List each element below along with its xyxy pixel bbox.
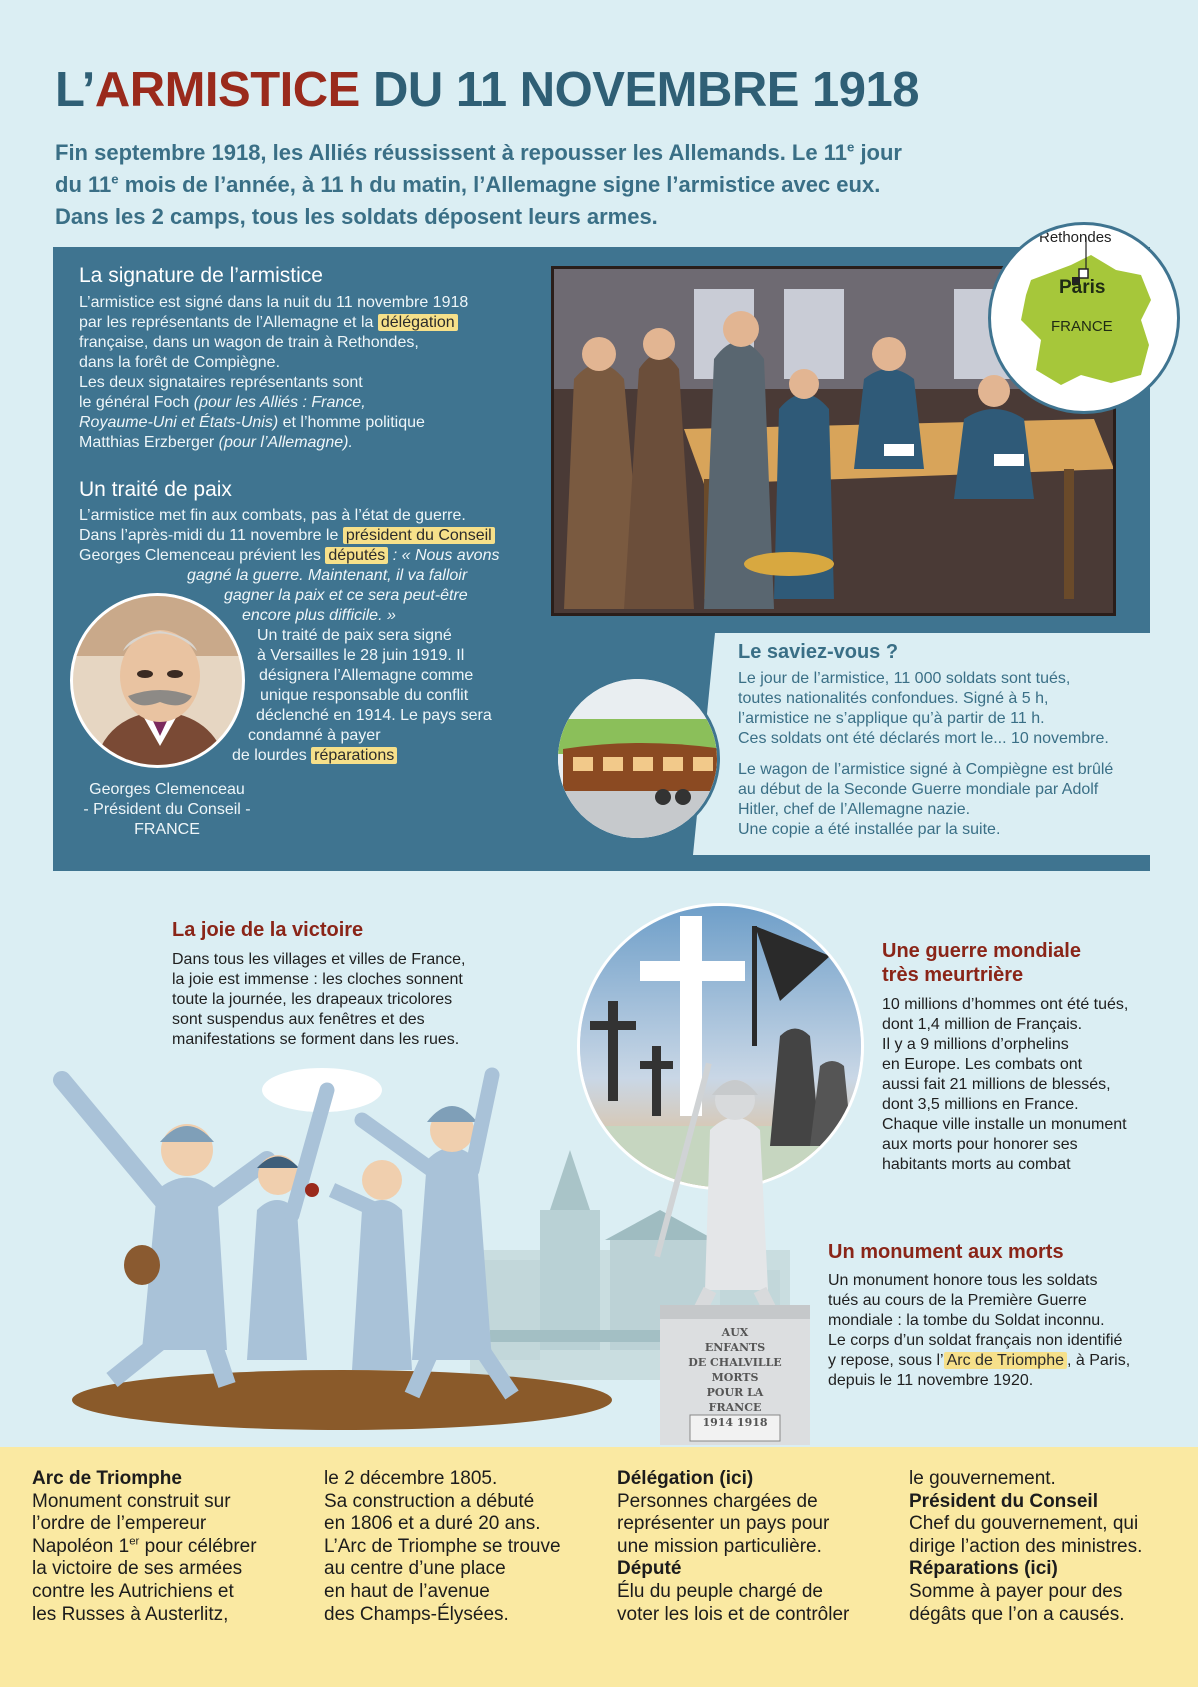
glossary-link-reparations[interactable]: réparations — [311, 747, 397, 764]
page-title: L’ARMISTICE DU 11 NOVEMBRE 1918 — [55, 63, 920, 117]
celebrating-soldiers-illustration — [52, 1050, 622, 1430]
map-label-rethondes: Rethondes — [1039, 229, 1112, 246]
paix-text: L’armistice met fin aux combats, pas à l’état de guerre. Dans l’après-midi du 11 novembre le président du Conseil Georges Clemenceau prévient les députés : « Nous avons gagné la guerre. Maintenant, il va falloir gagner la paix et ce sera peut-être encore plus difficile. » Un traité de paix sera signé à Versailles le 28 juin 1919. Il désignera l’Allemagne comme unique responsable du conflit déclenché en 1914. Le pays sera condamné à payer de lourdes réparations — [79, 507, 500, 764]
glossary-link-delegation[interactable]: délégation — [378, 314, 458, 331]
france-map — [988, 222, 1180, 414]
glossary-term-arc: Arc de Triomphe — [32, 1468, 182, 1489]
clemenceau-portrait — [70, 593, 245, 768]
glossary-term-delegation: Délégation (ici) — [617, 1468, 754, 1489]
saviez-vous-paragraph-2: Le wagon de l’armistice signé à Compiègne est brûlé au début de la Seconde Guerre mondiale par Adolf Hitler, chef de l’Allemagne nazie. Une copie a été installée par la suite. — [738, 761, 1114, 838]
joie-text: Dans tous les villages et villes de France, la joie est immense : les cloches sonnent toute la journée, les drapeaux tricolores sont suspendus aux fenêtres et des manifestations se forment dans les rues. — [172, 951, 466, 1048]
map-label-france: FRANCE — [1051, 318, 1113, 335]
clemenceau-caption: Georges Clemenceau - Président du Conseil - FRANCE — [83, 781, 251, 838]
paix-heading: Un traité de paix — [79, 478, 232, 501]
guerre-heading: Une guerre mondiale très meurtrière — [882, 940, 1081, 986]
joie-heading: La joie de la victoire — [172, 919, 364, 941]
glossary-column-4: le gouvernement. Président du Conseil Chef du gouvernement, qui dirige l’action des ministres. Réparations (ici) Somme à payer pour des dégâts que l’on a causés. — [909, 1468, 1143, 1625]
signature-heading: La signature de l’armistice — [79, 264, 323, 287]
glossary-column-3: Délégation (ici) Personnes chargées de représenter un pays pour une mission particulière. Député Élu du peuple chargé de voter les lois et de contrôler — [617, 1468, 850, 1625]
glossary-term-depute: Député — [617, 1558, 682, 1580]
signature-text: L’armistice est signé dans la nuit du 11 novembre 1918 par les représentants de l’Allemagne et la délégation française, dans un wagon de train à Rethondes, dans la forêt de Compiègne. Les deux signataires représentants sont le général Foch (pour les Alliés : France, Royaume-Uni et États-Unis) et l’homme politique Matthias Erzberger (pour l’Allemagne). — [79, 294, 469, 451]
monument-text: Un monument honore tous les soldats tués au cours de la Première Guerre mondiale : la tombe du Soldat inconnu. Le corps d’un soldat français non identifié y repose, sous l’ Arc de Triomphe , à Paris, depuis le 11 novembre 1920. — [828, 1272, 1131, 1389]
guerre-text: 10 millions d’hommes ont été tués, dont 1,4 million de Français. Il y a 9 millions d’orphelins en Europe. Les combats ont aussi fait 21 millions de blessés, dont 3,5 millions en France. Chaque ville installe un monument aux morts pour honorer ses habitants morts au combat — [882, 996, 1129, 1173]
glossary-column-2: le 2 décembre 1805. Sa construction a débuté en 1806 et a duré 20 ans. L’Arc de Triomphe se trouve au centre d’une place en haut de l’avenue des Champs-Élysées. — [324, 1468, 561, 1625]
memorial-plaque-inscription: AUX ENFANTS DE CHALVILLE MORTS POUR LA FRANCE 1914 1918 — [688, 1326, 782, 1429]
glossary-link-president[interactable]: président du Conseil — [343, 527, 495, 544]
monument-heading: Un monument aux morts — [828, 1241, 1064, 1263]
saviez-vous-heading: Le saviez-vous ? — [738, 641, 899, 663]
glossary-link-deputes[interactable]: députés — [325, 547, 388, 564]
glossary-term-president: Président du Conseil — [909, 1490, 1098, 1512]
wagon-illustration — [555, 676, 720, 841]
war-memorial-statue — [650, 1060, 820, 1445]
saviez-vous-paragraph-1: Le jour de l’armistice, 11 000 soldats sont tués, toutes nationalités confondues. Signé à 5 h, l’armistice ne s’applique qu’à partir de 11 h. Ces soldats ont été déclarés mort le... 10 novembre. — [738, 670, 1109, 747]
map-label-paris: Paris — [1059, 277, 1106, 298]
glossary-link-arc-de-triomphe[interactable]: Arc de Triomphe — [944, 1352, 1067, 1369]
intro-paragraph: Fin septembre 1918, les Alliés réussissent à repousser les Allemands. Le 11e jour du 11e mois de l’année, à 11 h du matin, l’Allemagne signe l’armistice avec eux. Dans les 2 camps, tous les soldats déposent leurs armes. — [55, 139, 902, 229]
glossary-column-1: Arc de Triomphe Monument construit sur l’ordre de l’empereur Napoléon 1er pour célébrer la victoire de ses armées contre les Autrichiens et les Russes à Austerlitz, — [32, 1468, 257, 1625]
glossary-term-reparations: Réparations (ici) — [909, 1558, 1058, 1580]
